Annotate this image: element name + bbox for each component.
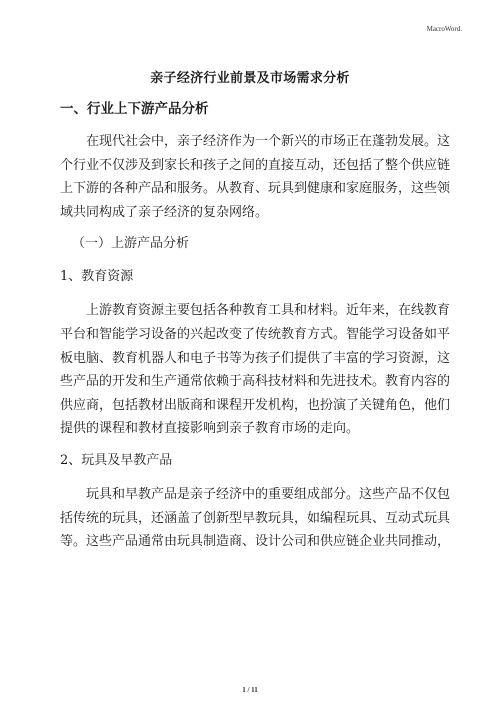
page-indicator: 1 / 11 bbox=[242, 686, 258, 694]
document-title: 亲子经济行业前景及市场需求分析 bbox=[150, 71, 350, 86]
header-brand: MacroWord. bbox=[426, 25, 462, 33]
document-body bbox=[60, 98, 450, 563]
section-heading-industry-chain: 一、行业上下游产品分析 bbox=[60, 101, 209, 117]
paragraph-intro: 在现代社会中，亲子经济作为一个新兴的市场正在蓬勃发展。这个行业不仅涉及到家长和孩子之间的直接互动，还包括了整个供应链上下游的各种产品和服务。从教育、玩具到健康和家庭服务，这些领域共同构成了亲子经济的复杂网络。 bbox=[60, 134, 451, 220]
subsection-heading-upstream: （一）上游产品分析 bbox=[72, 236, 190, 252]
paragraph-education: 上游教育资源主要包括各种教育工具和材料。近年来，在线教育平台和智能学习设备的兴起改变了传统教育方式。智能学习设备如平板电脑、教育机器人和电子书等为孩子们提供了丰富的学习资源，这些产品的开发和生产通常依赖于高科技材料和先进技术。教育内容的供应商，包括教材出版商和课程开发机构，也扮演了关键角色，他们提供的课程和教材直接影响到亲子教育市场的走向。 bbox=[60, 303, 451, 437]
item-heading-toys: 2、玩具及早教产品 bbox=[60, 452, 173, 468]
item-heading-education: 1、教育资源 bbox=[60, 269, 134, 285]
paragraph-toys: 玩具和早教产品是亲子经济中的重要组成部分。这些产品不仅包括传统的玩具，还涵盖了创新型早教玩具，如编程玩具、互动式玩具等。这些产品通常由玩具制造商、设计公司和供应链企业共同推动， bbox=[60, 486, 451, 550]
